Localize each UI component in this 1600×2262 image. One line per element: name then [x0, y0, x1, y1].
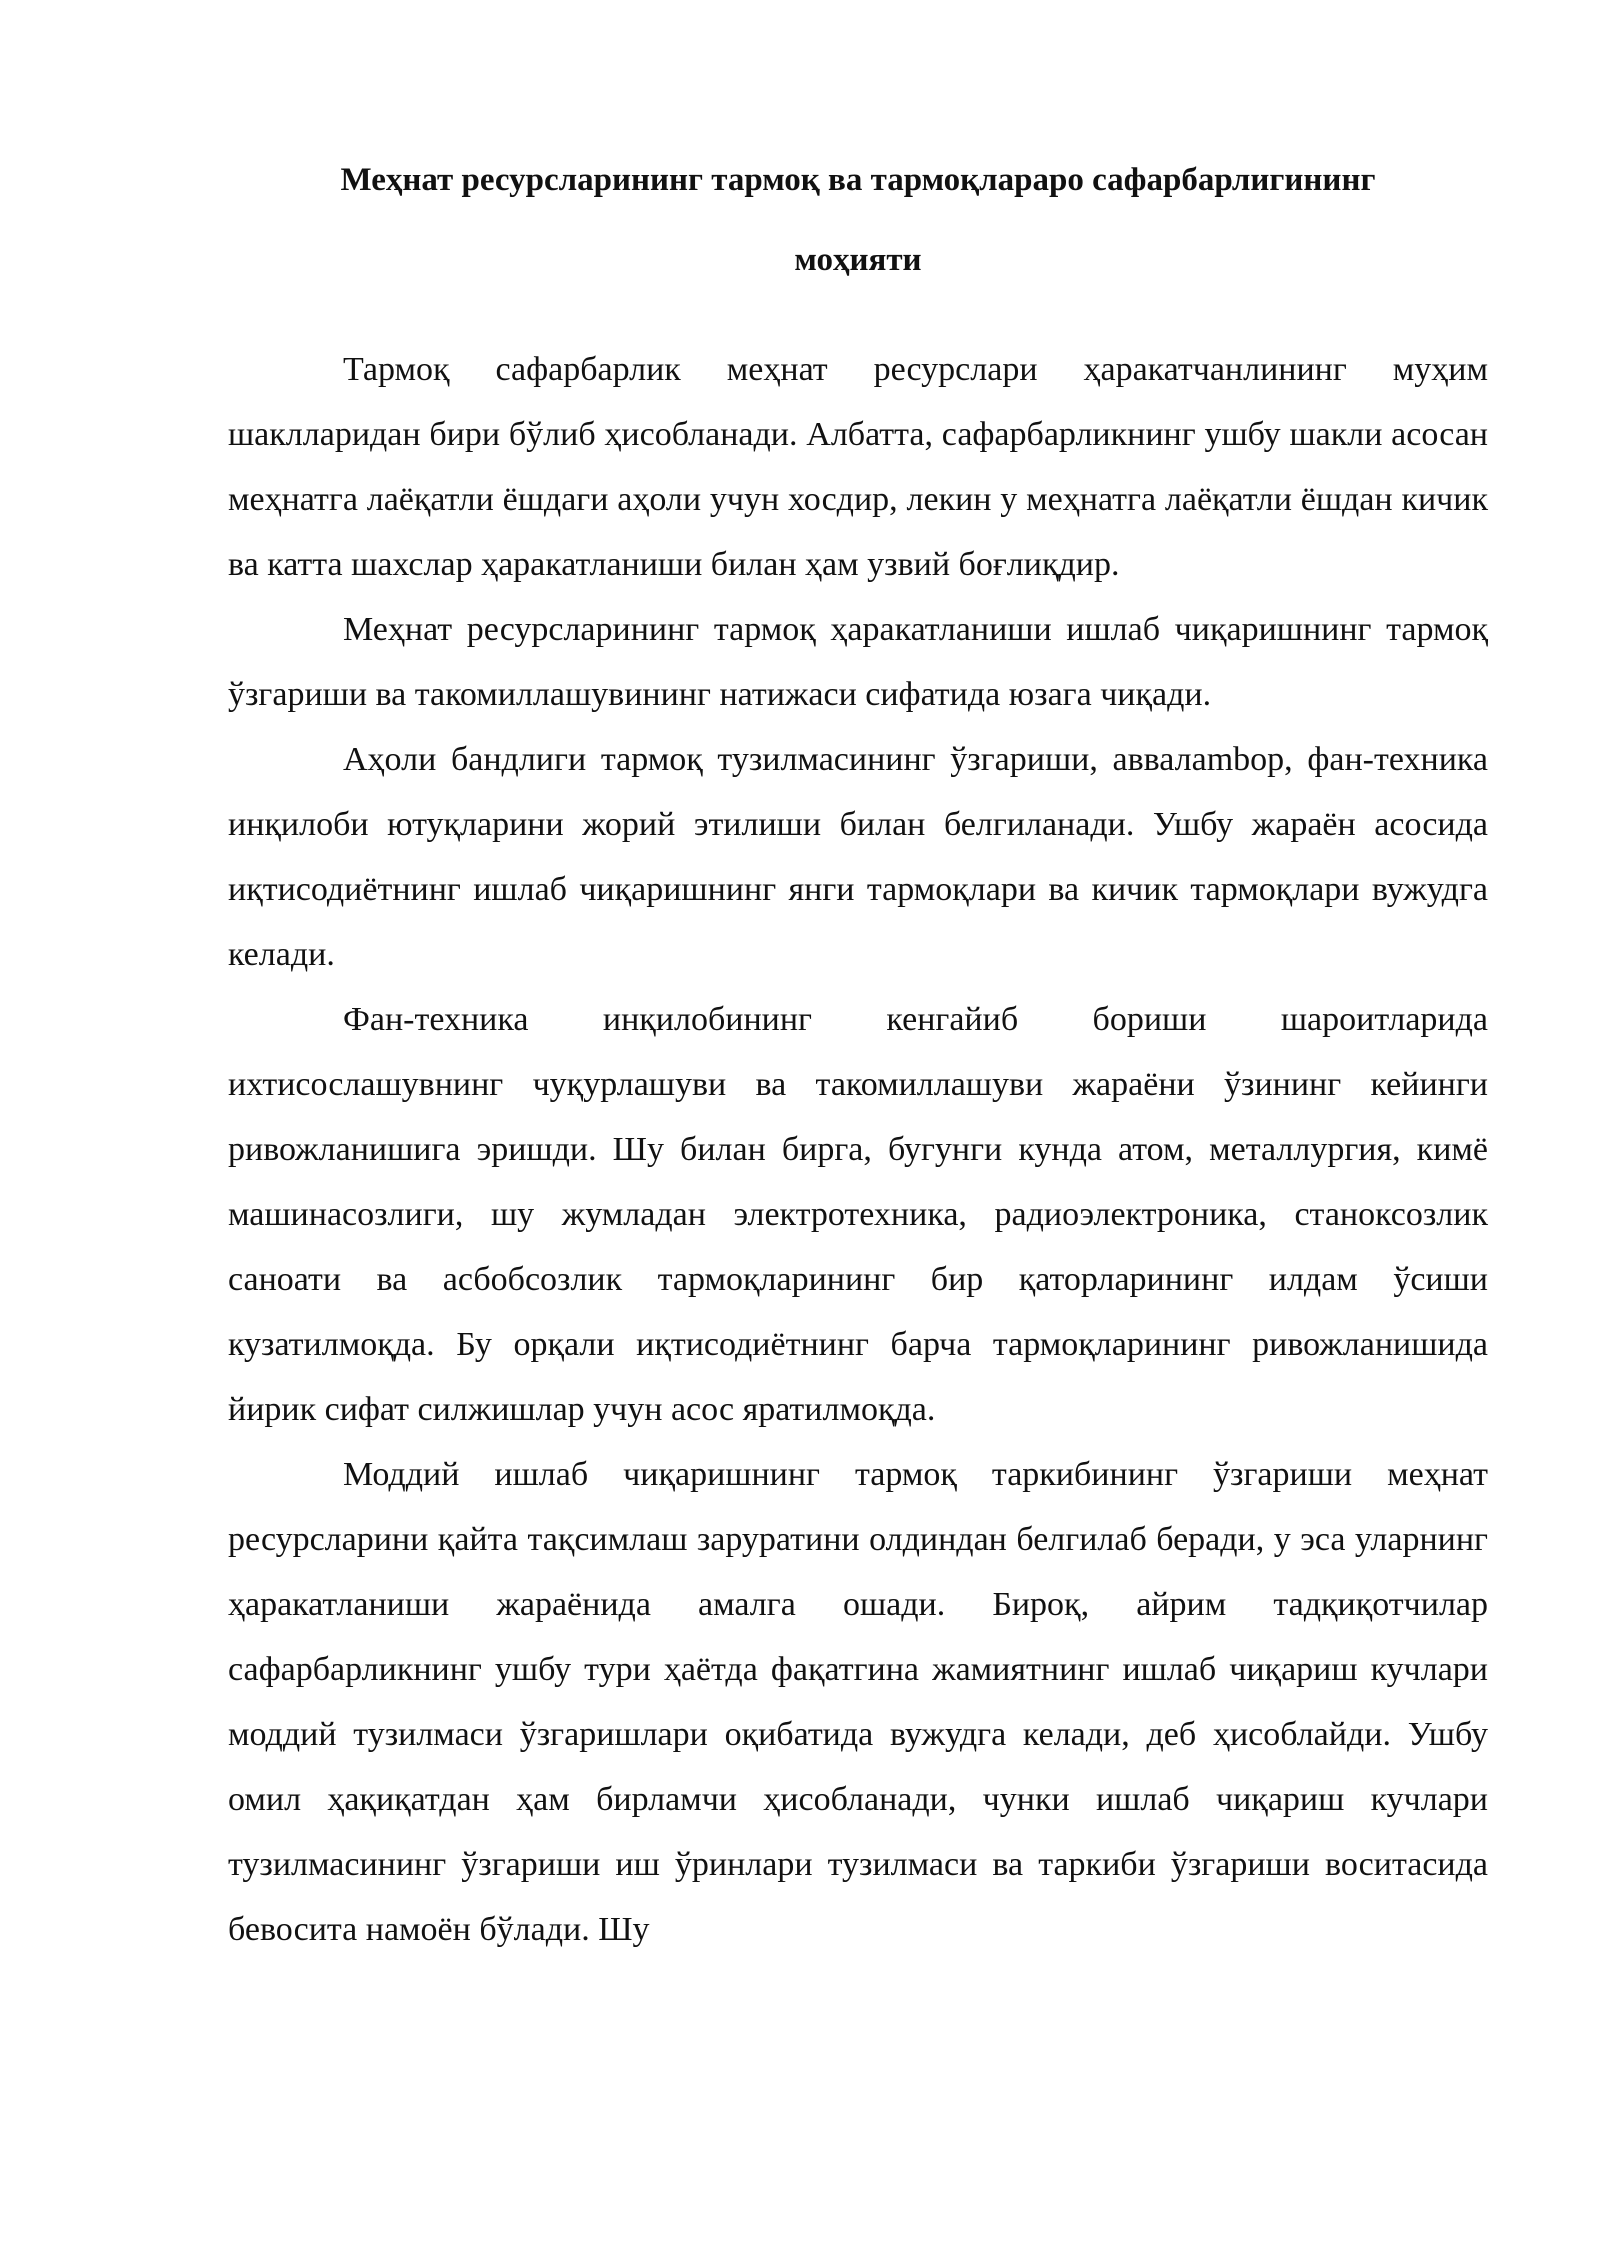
paragraph: Фан-техника инқилобининг кенгайиб бориши шароитларида ихтисослашувнинг чуқурлашуви ва такомиллашуви жараёни ўзининг кейинги ривожланишига эришди. Шу билан бирга, бугунги кунда атом, металлургия, кимё машинасозлиги, шу жумладан электротехника, радиоэлектроника, станоксозлик саноати ва асбобсозлик тармоқларининг бир қаторларининг илдам ўсиши кузатилмоқда. Бу орқали иқтисодиётнинг барча тармоқларининг ривожланишида йирик сифат силжишлар учун асос яратилмоқда.	[228, 1001, 1488, 1428]
document-title	[228, 140, 1488, 300]
paragraph: Моддий ишлаб чиқаришнинг тармоқ таркибининг ўзгариши меҳнат ресурсларини қайта тақсимлаш заруратини олдиндан белгилаб беради, у эса уларнинг ҳаракатланиши жараёнида амалга ошади. Бироқ, айрим тадқиқотчилар сафарбарликнинг ушбу тури ҳаётда фақатгина жамиятнинг ишлаб чиқариш кучлари моддий тузилмаси ўзгаришлари оқибатида вужудга келади, деб ҳисоблайди. Ушбу омил ҳақиқатдан ҳам бирламчи ҳисобланади, чунки ишлаб чиқариш кучлари тузилмасининг ўзгариши иш ўринлари тузилмаси ва таркиби ўзгариши воситасида бевосита намоён бўлади. Шу	[228, 1456, 1488, 1948]
paragraph: Тармоқ сафарбарлик меҳнат ресурслари ҳаракатчанлининг муҳим шаклларидан бири бўлиб ҳисобланади. Албатта, сафарбарликнинг ушбу шакли асосан меҳнатга лаёқатли ёшдаги аҳоли учун хосдир, лекин у меҳнатга лаёқатли ёшдан кичик ва катта шахслар ҳаракатланиши билан ҳам узвий боғлиқдир.	[228, 351, 1488, 583]
paragraph: Аҳоли бандлиги тармоқ тузилмасининг ўзгариши, аввалambор, фан-техника инқилоби ютуқларини жорий этилиши билан белгиланади. Ушбу жараён асосида иқтисодиётнинг ишлаб чиқаришнинг янги тармоқлари ва кичик тармоқлари вужудга келади.	[228, 741, 1488, 973]
paragraph: Меҳнат ресурсларининг тармоқ ҳаракатланиши ишлаб чиқаришнинг тармоқ ўзгариши ва такомиллашувининг натижаси сифатида юзага чиқади.	[228, 611, 1488, 713]
document-body	[228, 337, 1488, 1962]
title-line-2: моҳияти	[794, 242, 922, 278]
title-line-1: Меҳнат ресурсларининг тармоқ ва тармоқлараро сафарбарлигининг	[340, 162, 1376, 198]
